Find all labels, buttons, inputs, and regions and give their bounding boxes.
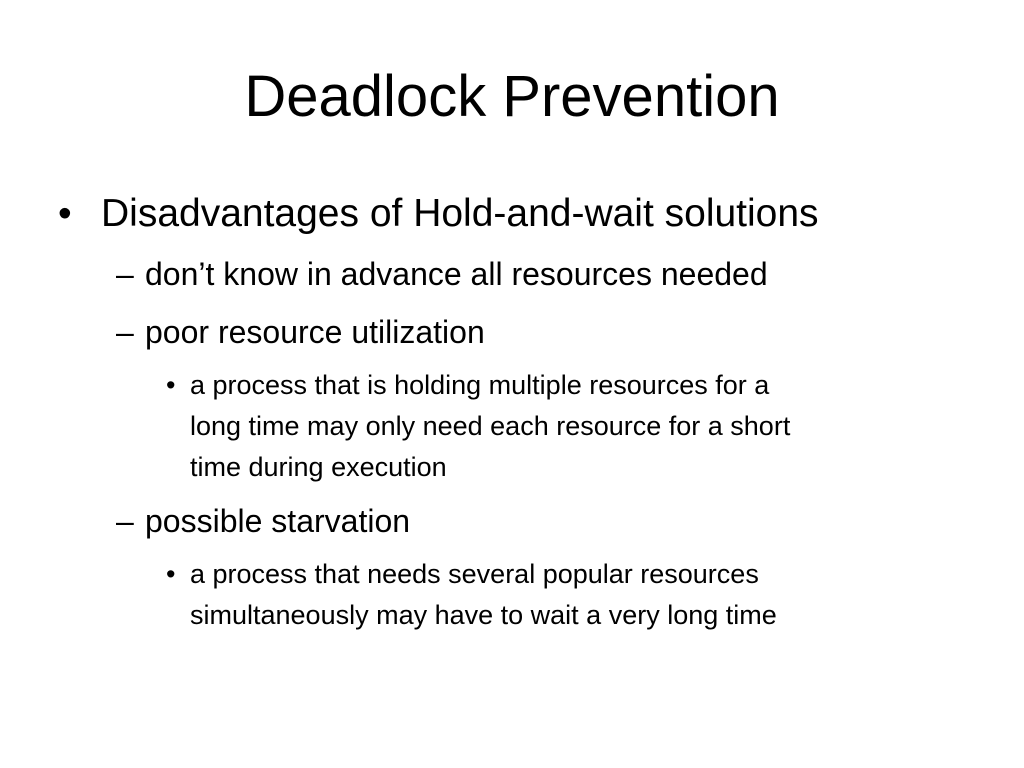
bullet-text: Disadvantages of Hold-and-wait solutions: [101, 192, 819, 235]
bullet-level1: [0, 191, 1024, 237]
dash-marker: –: [116, 503, 134, 539]
subbullet-level2: [0, 502, 1024, 540]
subsubbullet-line: simultaneously may have to wait a very long time: [190, 600, 777, 630]
subsubbullet-line: a process that needs several popular resources: [190, 559, 759, 589]
subsubbullet-level3: [0, 365, 1024, 488]
subsubbullet-line: a process that is holding multiple resources for a: [190, 370, 770, 400]
bullet-marker: •: [58, 192, 72, 235]
subbullet-text: poor resource utilization: [145, 314, 485, 350]
subbullet-text: don’t know in advance all resources needed: [145, 256, 768, 292]
subsubbullet-line: time during execution: [190, 452, 447, 482]
subbullet-level2: [0, 313, 1024, 351]
subbullet-level2: [0, 255, 1024, 293]
bullet-marker: •: [166, 370, 176, 400]
subsubbullet-level3: [0, 554, 1024, 636]
bullet-marker: •: [166, 559, 176, 589]
dash-marker: –: [116, 314, 134, 350]
subsubbullet-line: long time may only need each resource for a short: [190, 411, 791, 441]
subbullet-text: possible starvation: [145, 503, 411, 539]
dash-marker: –: [116, 256, 134, 292]
slide-title: Deadlock Prevention: [244, 64, 780, 129]
